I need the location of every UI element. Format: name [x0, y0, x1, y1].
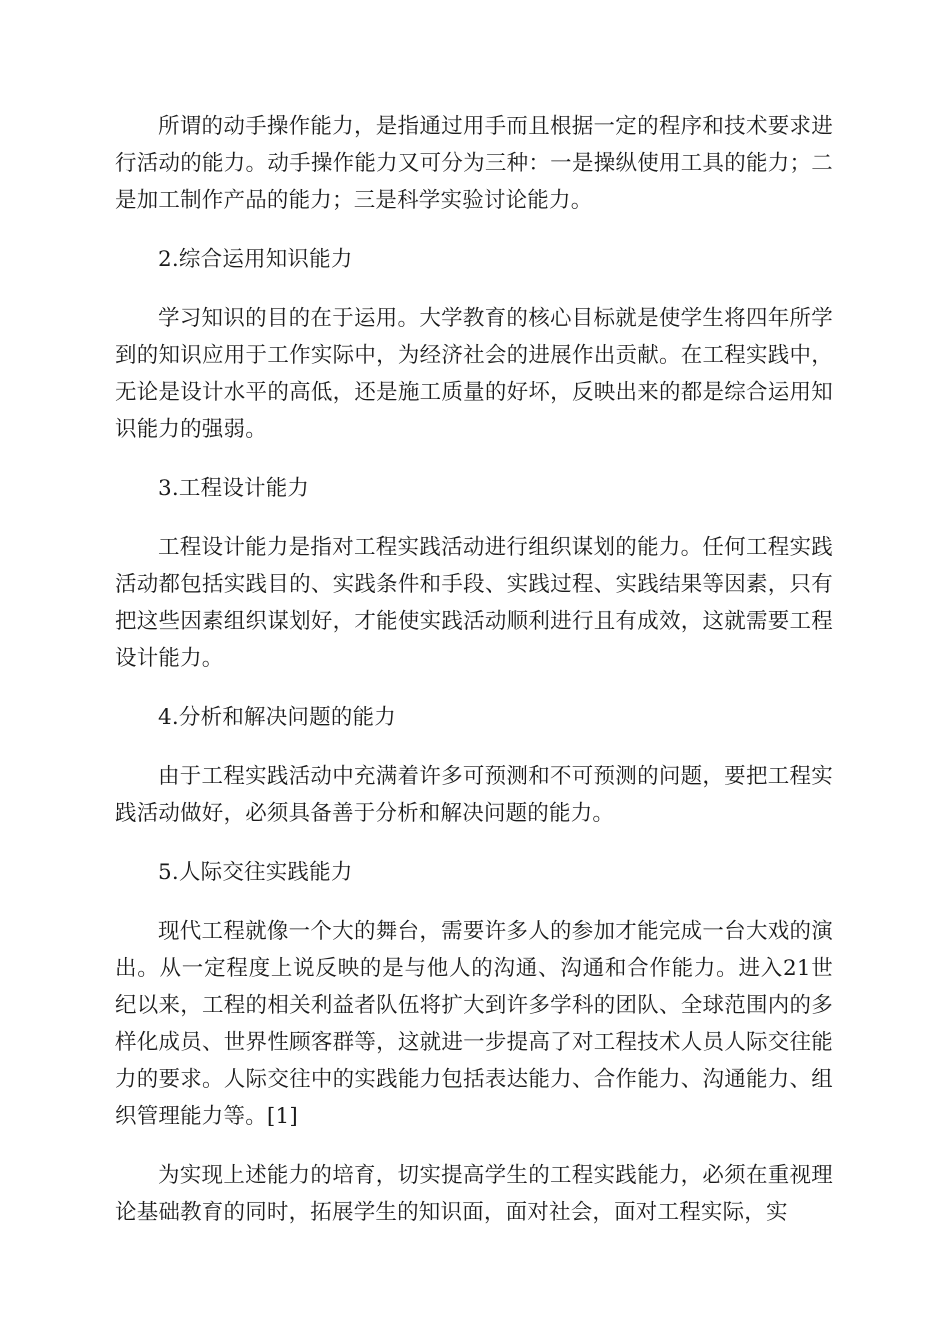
paragraph-engineering-design: 工程设计能力是指对工程实践活动进行组织谋划的能力。任何工程实践活动都包括实践目的、实践条件和手段、实践过程、实践结果等因素，只有把这些因素组织谋划好，才能使实践活动顺利进行且有成效，这就需要工程设计能力。 — [115, 535, 833, 671]
document-body — [115, 108, 833, 1253]
paragraph-interpersonal: 现代工程就像一个大的舞台，需要许多人的参加才能完成一台大戏的演出。从一定程度上说反映的是与他人的沟通、沟通和合作能力。进入21世纪以来，工程的相关利益者队伍将扩大到许多学科的团队、全球范围内的多样化成员、世界性顾客群等，这就进一步提高了对工程技术人员人际交往能力的要求。人际交往中的实践能力包括表达能力、合作能力、沟通能力、组织管理能力等。[1] — [115, 919, 833, 1129]
section-heading-2: 2.综合运用知识能力 — [158, 247, 353, 272]
section-heading-4: 4.分析和解决问题的能力 — [158, 705, 396, 730]
section-heading-3: 3.工程设计能力 — [158, 476, 310, 501]
section-heading-5: 5.人际交往实践能力 — [158, 860, 353, 885]
paragraph-problem-solving: 由于工程实践活动中充满着许多可预测和不可预测的问题，要把工程实践活动做好，必须具备善于分析和解决问题的能力。 — [115, 764, 833, 826]
paragraph-conclusion: 为实现上述能力的培育，切实提高学生的工程实践能力，必须在重视理论基础教育的同时，拓展学生的知识面，面对社会，面对工程实际，实 — [115, 1163, 833, 1225]
paragraph-knowledge-application: 学习知识的目的在于运用。大学教育的核心目标就是使学生将四年所学到的知识应用于工作实际中，为经济社会的进展作出贡献。在工程实践中，无论是设计水平的高低，还是施工质量的好坏，反映出来的都是综合运用知识能力的强弱。 — [115, 306, 833, 442]
paragraph-manual-operation: 所谓的动手操作能力，是指通过用手而且根据一定的程序和技术要求进行活动的能力。动手操作能力又可分为三种：一是操纵使用工具的能力；二是加工制作产品的能力；三是科学实验讨论能力。 — [115, 114, 833, 213]
